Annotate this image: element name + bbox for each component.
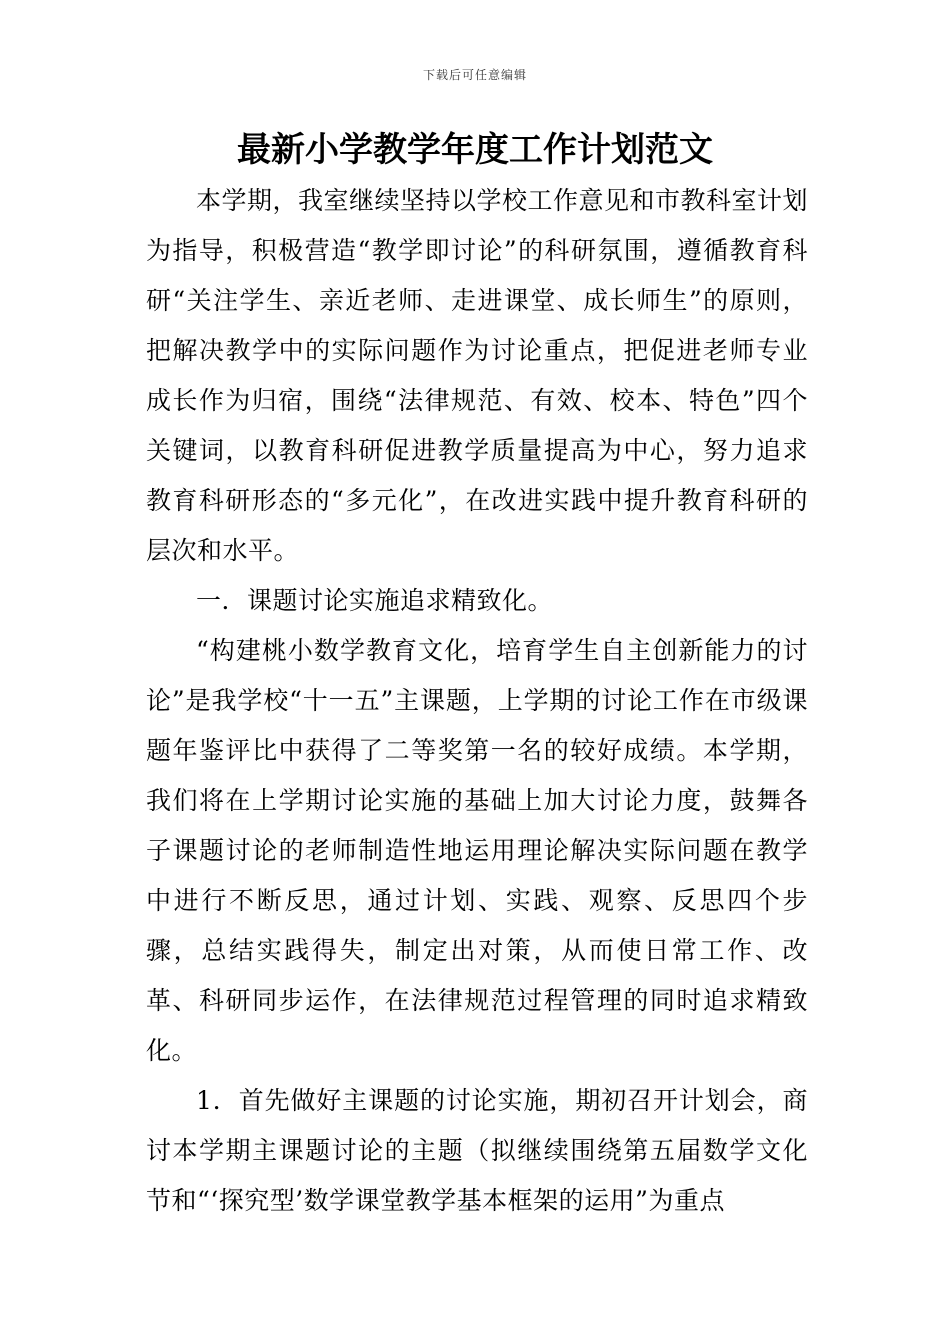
paragraph-intro: 本学期，我室继续坚持以学校工作意见和市教科室计划为指导，积极营造“教学即讨论”的科研氛围，遵循教育科研“关注学生、亲近老师、走进课堂、成长师生”的原则，把解决教学中的实际问题作为讨论重点，把促进老师专业成长作为归宿，围绕“法律规范、有效、校本、特色”四个关键词，以教育科研促进教学质量提高为中心，努力追求教育科研形态的“多元化”，在改进实践中提升教育科研的层次和水平。 [146, 186, 809, 565]
paragraph-topic: “构建桃小数学教育文化，培育学生自主创新能力的讨论”是我学校“十一五”主课题，上学期的讨论工作在市级课题年鉴评比中获得了二等奖第一名的较好成绩。本学期，我们将在上学期讨论实施的基础上加大讨论力度，鼓舞各子课题讨论的老师制造性地运用理论解决实际问题在教学中进行不断反思，通过计划、实践、观察、反思四个步骤，总结实践得失，制定出对策，从而使日常工作、改革、科研同步运作，在法律规范过程管理的同时追求精致化。 [146, 636, 808, 1065]
header-note: 下载后可任意编辑 [422, 68, 527, 82]
paragraph-item-1: 1．首先做好主课题的讨论实施，期初召开计划会，商讨本学期主课题讨论的主题（拟继续围绕第五届数学文化节和“‘探究型’数学课堂教学基本框架的运用”为重点 [146, 1086, 808, 1215]
document-body [146, 176, 808, 1226]
section-heading-1: 一．课题讨论实施追求精致化。 [196, 586, 554, 615]
document-title: 最新小学教学年度工作计划范文 [237, 130, 713, 170]
